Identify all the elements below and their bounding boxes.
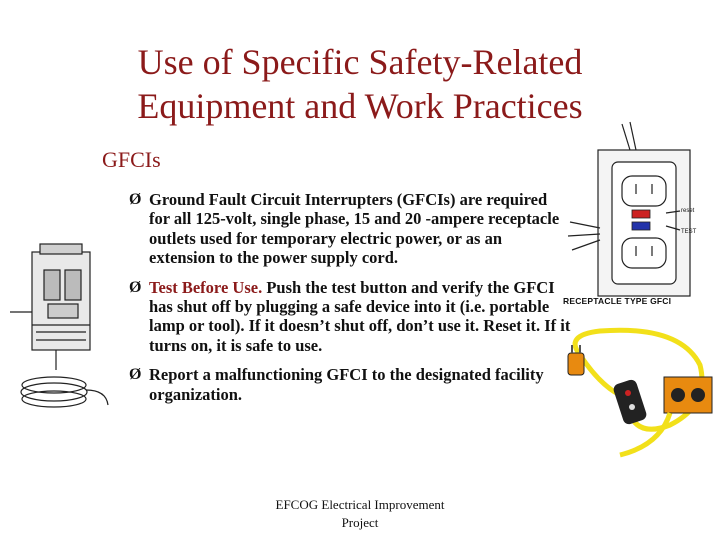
bullet-list	[129, 190, 572, 414]
bullet-text: Report a malfunctioning GFCI to the designated facility organization.	[149, 365, 544, 404]
bullet-item	[129, 365, 572, 404]
slide-footer	[230, 496, 490, 532]
bullet-arrow-icon: Ø	[129, 366, 142, 384]
reset-label: reset	[681, 208, 695, 214]
footer-line-2: Project	[341, 515, 379, 530]
footer-line-1: EFCOG Electrical Improvement	[275, 497, 445, 512]
receptacle-caption: RECEPTACLE TYPE GFCI	[563, 296, 672, 306]
slide-title	[40, 40, 680, 128]
bullet-text: Ground Fault Circuit Interrupters (GFCIs) are required for all 125-volt, single phase, 15 and 20 -ampere receptacle outlets used for temporary electric power, or as an extension to the power supply cord.	[149, 190, 560, 268]
title-line-1: Use of Specific Safety-Related	[137, 42, 583, 82]
bullet-item	[129, 277, 572, 356]
bullet-arrow-icon: Ø	[129, 278, 142, 296]
bullet-highlight: Test Before Use.	[149, 277, 263, 297]
bullet-text: Push the test button and verify the GFCI has shut off by plugging a safe device into it (i.e. portable lamp or tool). If it doesn’t shut off, don’t use it. Reset it. If it turns on, it is safe to use.	[149, 277, 571, 355]
slide-subtitle: GFCIs	[102, 147, 161, 172]
portable-gfci-cord-image	[560, 325, 718, 475]
breaker-gfci-image	[10, 240, 128, 415]
receptacle-gfci-image	[560, 118, 710, 318]
title-line-2: Equipment and Work Practices	[137, 86, 583, 126]
test-label: TEST	[681, 229, 697, 235]
bullet-arrow-icon: Ø	[129, 191, 142, 208]
bullet-item	[129, 190, 572, 268]
